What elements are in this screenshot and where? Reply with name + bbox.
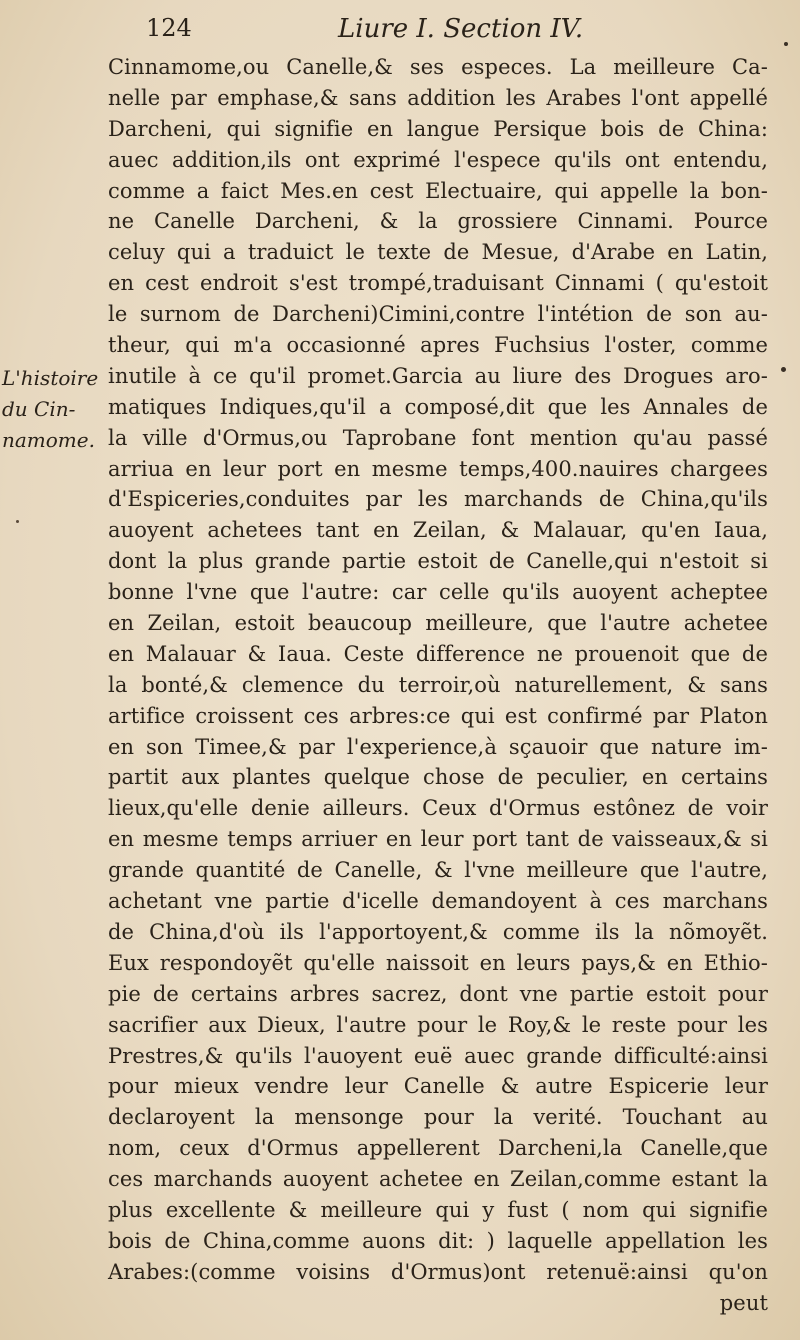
text-line: Eux respondoyẽt qu'elle naissoit en leurs pays,& en Ethio- bbox=[108, 950, 768, 975]
text-line: achetant vne partie d'icelle demandoyent à ces marchans bbox=[108, 889, 768, 914]
margin-note-line: L'histoire bbox=[2, 366, 99, 390]
text-line: declaroyent la mensonge pour la verité. Touchant au bbox=[108, 1105, 768, 1130]
text-line: en son Timee,& par l'experience,à sçauoir que nature im- bbox=[108, 734, 768, 759]
text-line: bonne l'vne que l'autre: car celle qu'ils auoyent acheptee bbox=[108, 580, 768, 605]
page-number: 124 bbox=[146, 14, 192, 42]
text-line: grande quantité de Canelle, & l'vne meilleure que l'autre, bbox=[108, 858, 768, 883]
ink-speck bbox=[784, 42, 788, 46]
text-line: celuy qui a traduict le texte de Mesue, d'Arabe en Latin, bbox=[108, 240, 768, 265]
running-title: Liure I. Section IV. bbox=[338, 14, 584, 44]
body-text bbox=[108, 52, 768, 1319]
text-line: inutile à ce qu'il promet.Garcia au liure des Drogues aro- bbox=[108, 363, 768, 388]
text-line: matiques Indiques,qu'il a composé,dit que les Annales de bbox=[108, 394, 768, 419]
text-line: de China,d'où ils l'apportoyent,& comme ils la nõmoyẽt. bbox=[108, 919, 768, 944]
text-line: pour mieux vendre leur Canelle & autre Espicerie leur bbox=[108, 1074, 768, 1099]
text-line: le surnom de Darcheni)Cimini,contre l'intétion de son au- bbox=[108, 302, 768, 327]
text-line: Cinnamome,ou Canelle,& ses especes. La meilleure Ca- bbox=[108, 55, 768, 79]
text-line: la bonté,& clemence du terroir,où naturellement, & sans bbox=[108, 672, 768, 697]
text-line: plus excellente & meilleure qui y fust ( nom qui signifie bbox=[108, 1197, 768, 1222]
text-line: d'Espiceries,conduites par les marchands de China,qu'ils bbox=[108, 487, 768, 512]
text-line: ces marchands auoyent achetee en Zeilan,comme estant la bbox=[108, 1167, 768, 1192]
page-header bbox=[0, 14, 800, 54]
text-line: dont la plus grande partie estoit de Canelle,qui n'estoit si bbox=[108, 549, 768, 574]
text-line: pie de certains arbres sacrez, dont vne partie estoit pour bbox=[108, 981, 768, 1006]
text-line: nelle par emphase,& sans addition les Arabes l'ont appellé bbox=[108, 85, 768, 110]
ink-speck bbox=[16, 520, 19, 523]
text-line: la ville d'Ormus,ou Taprobane font mention qu'au passé bbox=[108, 425, 768, 450]
text-line: sacrifier aux Dieux, l'autre pour le Roy,& le reste pour les bbox=[108, 1012, 768, 1037]
text-line: bois de China,comme auons dit: ) laquelle appellation les bbox=[108, 1228, 768, 1253]
text-line: theur, qui m'a occasionné apres Fuchsius l'oster, comme bbox=[108, 333, 768, 358]
margin-note-line: du Cin- bbox=[2, 396, 76, 421]
margin-note-line: namome. bbox=[2, 427, 95, 452]
text-line: Prestres,& qu'ils l'auoyent euë auec grande difficulté:ainsi bbox=[108, 1043, 768, 1068]
text-line: comme a faict Mes.en cest Electuaire, qui appelle la bon- bbox=[108, 178, 768, 203]
text-line: artifice croissent ces arbres:ce qui est confirmé par Platon bbox=[108, 703, 768, 728]
text-line: nom, ceux d'Ormus appellerent Darcheni,la Canelle,que bbox=[108, 1136, 768, 1161]
text-line: partit aux plantes quelque chose de peculier, en certains bbox=[108, 765, 768, 790]
text-line: ne Canelle Darcheni, & la grossiere Cinnami. Pource bbox=[108, 209, 768, 234]
text-line: auec addition,ils ont exprimé l'espece qu'ils ont entendu, bbox=[108, 147, 768, 172]
text-line: lieux,qu'elle denie ailleurs. Ceux d'Ormus estônez de voir bbox=[108, 796, 768, 821]
text-line: en Zeilan, estoit beaucoup meilleure, que l'autre achetee bbox=[108, 611, 768, 636]
text-line: peut bbox=[719, 1290, 768, 1315]
text-line: arriua en leur port en mesme temps,400.nauires chargees bbox=[108, 456, 768, 481]
text-line: en Malauar & Iaua. Ceste difference ne prouenoit que de bbox=[108, 641, 768, 666]
margin-note bbox=[2, 363, 102, 456]
text-line: Arabes:(comme voisins d'Ormus)ont retenuë:ainsi qu'on bbox=[108, 1259, 768, 1284]
text-line: Darcheni, qui signifie en langue Persique bois de China: bbox=[108, 116, 768, 141]
text-line: en cest endroit s'est trompé,traduisant Cinnami ( qu'estoit bbox=[108, 271, 768, 296]
text-line: en mesme temps arriuer en leur port tant de vaisseaux,& si bbox=[108, 827, 768, 852]
ink-speck bbox=[781, 367, 786, 372]
text-line: auoyent achetees tant en Zeilan, & Malauar, qu'en Iaua, bbox=[108, 518, 768, 543]
